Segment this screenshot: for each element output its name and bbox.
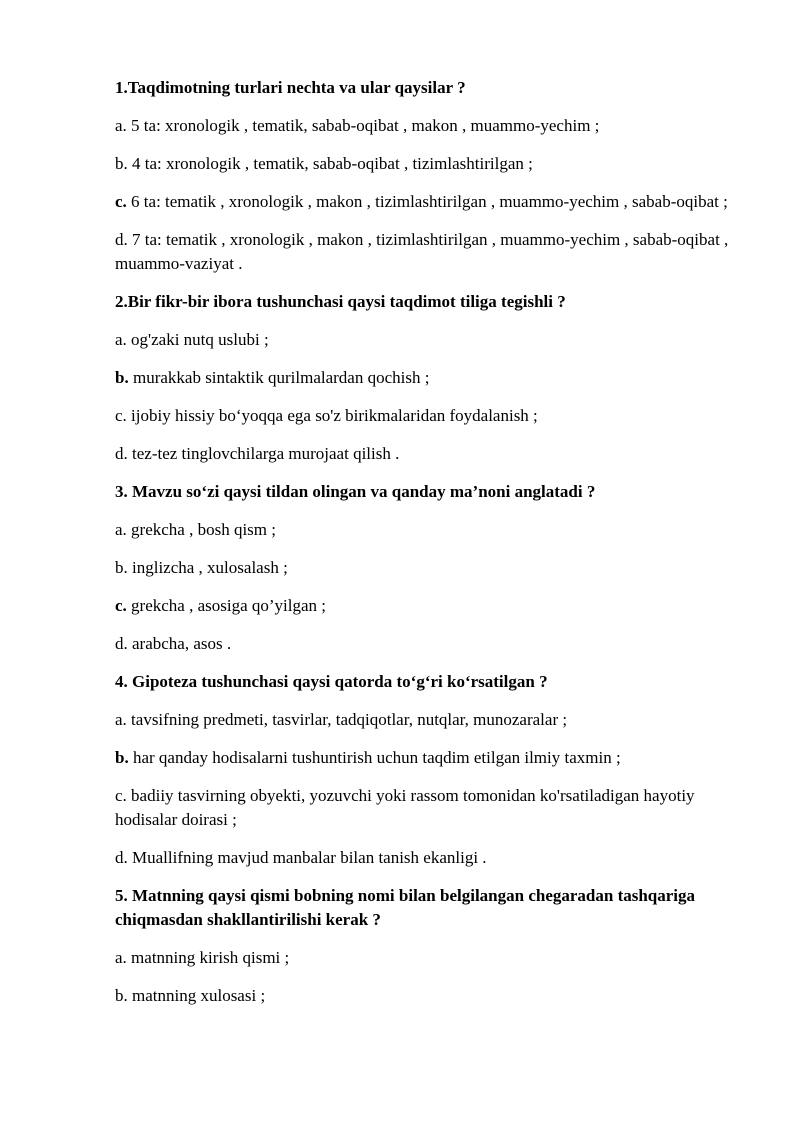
option-text: og'zaki nutq uslubi ; [126,330,269,349]
question-5-title: 5. Matnning qaysi qismi bobning nomi bilan belgilangan chegaradan tashqariga chiqmasdan shakllantirilishi kerak ? [115,886,696,929]
option-letter: a. [115,330,127,349]
option-text: arabcha, asos . [127,634,232,653]
option-letter: d. [115,230,128,249]
option-letter: d. [115,444,128,463]
question-4-option-b [115,746,740,770]
question-3-option-c [115,594,740,618]
quiz-content [115,76,740,1022]
option-text: ijobiy hissiy bo‘yoqqa ega so'z birikmalaridan foydalanish ; [126,406,538,425]
question-5-option-a [115,946,740,970]
question-3-option-d [115,632,740,656]
question-3-option-a [115,518,740,542]
question-1-title: 1.Taqdimotning turlari nechta va ular qaysilar ? [115,78,466,97]
option-letter: c. [115,406,127,425]
option-text: 6 ta: tematik , xronologik , makon , tizimlashtirilgan , muammo-yechim , sabab-oqibat ; [126,192,728,211]
question-4-option-a [115,708,740,732]
option-text: grekcha , asosiga qo’yilgan ; [126,596,327,615]
question-4-title: 4. Gipoteza tushunchasi qaysi qatorda to‘g‘ri ko‘rsatilgan ? [115,672,548,691]
question-3-title: 3. Mavzu so‘zi qaysi tildan olingan va qanday ma’noni anglatadi ? [115,482,596,501]
question-2-option-c [115,404,740,428]
option-letter: b. [115,558,128,577]
option-text: 4 ta: xronologik , tematik, sabab-oqibat , tizimlashtirilgan ; [127,154,533,173]
question-2-option-d [115,442,740,466]
option-letter: b. [115,154,128,173]
option-letter: b. [115,986,128,1005]
question-1-option-a [115,114,740,138]
option-text: badiiy tasvirning obyekti, yozuvchi yoki rassom tomonidan ko'rsatiladigan hayotiy hodisalar doirasi ; [115,786,695,829]
option-text: grekcha , bosh qism ; [126,520,276,539]
option-letter: a. [115,948,127,967]
option-letter: c. [115,596,127,615]
option-letter: d. [115,848,128,867]
question-1-option-c [115,190,740,214]
option-text: tavsifning predmeti, tasvirlar, tadqiqotlar, nutqlar, munozaralar ; [126,710,568,729]
question-2-option-a [115,328,740,352]
option-letter: c. [115,786,127,805]
question-2-option-b [115,366,740,390]
question-5-option-b [115,984,740,1008]
option-text: tez-tez tinglovchilarga murojaat qilish . [127,444,400,463]
option-letter: d. [115,634,128,653]
question-3-option-b [115,556,740,580]
option-letter: a. [115,710,127,729]
option-text: matnning kirish qismi ; [126,948,290,967]
question-1-option-d [115,228,740,276]
option-text: 7 ta: tematik , xronologik , makon , tizimlashtirilgan , muammo-yechim , sabab-oqibat , muammo-vaziyat . [115,230,729,273]
option-text: matnning xulosasi ; [127,986,266,1005]
option-text: har qanday hodisalarni tushuntirish uchun taqdim etilgan ilmiy taxmin ; [128,748,621,767]
option-letter: a. [115,520,127,539]
option-text: inglizcha , xulosalash ; [127,558,288,577]
option-letter: a. [115,116,127,135]
question-2-title: 2.Bir fikr-bir ibora tushunchasi qaysi taqdimot tiliga tegishli ? [115,292,566,311]
option-text: murakkab sintaktik qurilmalardan qochish ; [128,368,430,387]
question-4-option-d [115,846,740,870]
option-letter: b. [115,748,129,767]
option-text: 5 ta: xronologik , tematik, sabab-oqibat , makon , muammo-yechim ; [126,116,600,135]
option-letter: b. [115,368,129,387]
question-1-option-b [115,152,740,176]
option-text: Muallifning mavjud manbalar bilan tanish ekanligi . [127,848,487,867]
question-4-option-c [115,784,740,832]
option-letter: c. [115,192,127,211]
